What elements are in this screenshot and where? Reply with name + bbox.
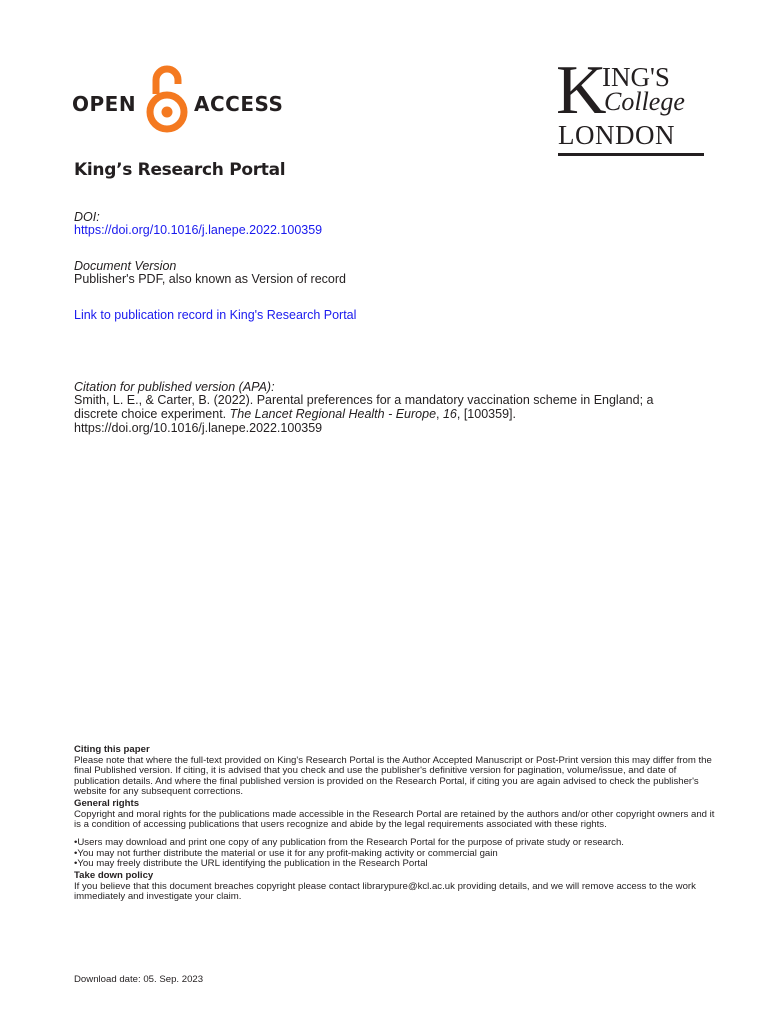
citation-rest: , [100359]. https://doi.org/10.1016/j.lanepe.2022.100359 [74, 407, 516, 435]
portal-record-link[interactable]: Link to publication record in King's Research Portal [74, 308, 357, 322]
kings-college-london-logo [556, 52, 704, 158]
rights-section [74, 799, 724, 831]
citation-journal: The Lancet Regional Health - Europe [229, 407, 437, 421]
citing-heading: Citing this paper [74, 744, 150, 755]
list-item: •You may freely distribute the URL identifying the publication in the Research Portal [74, 858, 428, 870]
kcl-logo-ings: ING'S [602, 62, 670, 92]
rights-heading: General rights [74, 798, 140, 809]
rights-bullets [74, 838, 724, 870]
takedown-section [74, 871, 724, 903]
kcl-logo-college: College [604, 87, 685, 116]
takedown-text: If you believe that this document breaches copyright please contact librarypure@kcl.ac.uk providing details, and we will remove access to the work immediately and investigate your claim. [74, 880, 696, 903]
kcl-logo-rule [558, 153, 704, 156]
kcl-logo-london: LONDON [558, 120, 675, 150]
citation-label: Citation for published version (APA): [74, 380, 275, 394]
download-date: Download date: 05. Sep. 2023 [74, 974, 204, 985]
doi-label: DOI: [74, 210, 100, 224]
open-access-logo [72, 62, 282, 138]
citation-authors: Smith, L. E., & Carter, B. (2022). Parental preferences for a mandatory vaccination scheme in England; a discrete choice experiment. [74, 393, 654, 421]
kcl-logo-k: K [556, 52, 607, 129]
open-access-word-open: OPEN [72, 92, 137, 116]
citation-text [74, 393, 694, 435]
citing-text: Please note that where the full-text provided on King's Research Portal is the Author Accepted Manuscript or Post-Print version this may differ from the final Published version. If citing, it is advised that you check and use the publisher's definitive version for pagination, volume/issue, and date of publication details. And where the final published version is provided on the Research Portal, if citing you are again advised to check the publisher's website for any subsequent corrections. [74, 754, 712, 798]
citation-volume: 16 [442, 407, 457, 421]
document-version-value: Publisher's PDF, also known as Version of record [74, 272, 346, 286]
takedown-heading: Take down policy [74, 870, 154, 881]
doi-link[interactable]: https://doi.org/10.1016/j.lanepe.2022.100359 [74, 223, 323, 237]
citation-sep: , [436, 407, 443, 421]
open-access-word-access: ACCESS [194, 92, 284, 116]
page-title: King’s Research Portal [74, 160, 286, 180]
rights-text: Copyright and moral rights for the publications made accessible in the Research Portal are retained by the authors and/or other copyright owners and it is a condition of accessing publications that users recognize and abide by the legal requirements associated with these rights. [74, 808, 715, 831]
open-lock-icon [142, 62, 192, 134]
list-item: •Users may download and print one copy of any publication from the Research Portal for the purpose of private study or research. [74, 837, 624, 848]
document-version-label: Document Version [74, 259, 177, 273]
citing-section [74, 745, 724, 798]
list-item: •You may not further distribute the material or use it for any profit-making activity or commercial gain [74, 847, 498, 859]
